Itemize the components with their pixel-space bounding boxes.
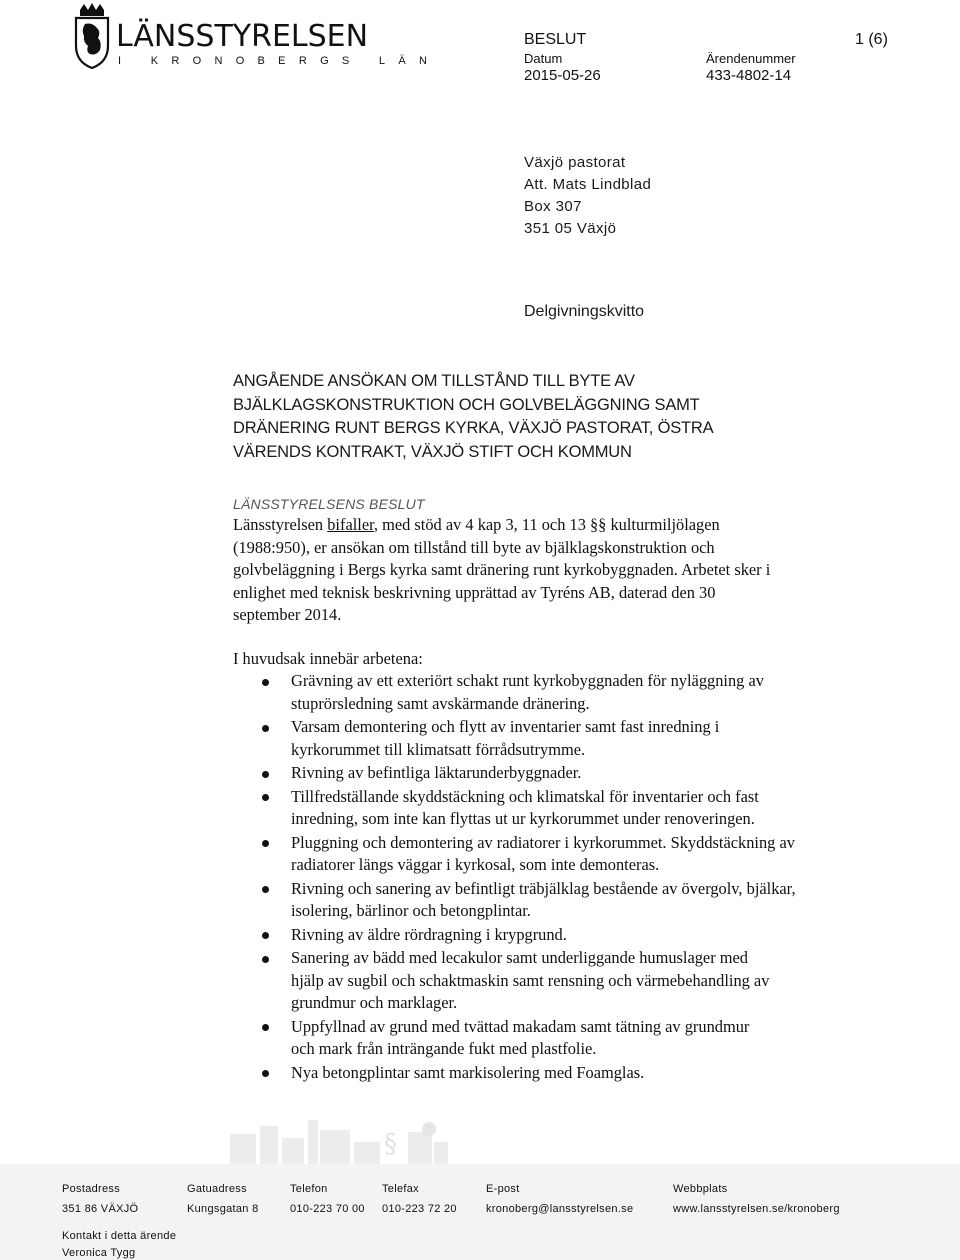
- case-number-label: Ärendenummer: [706, 51, 796, 66]
- decision-line: Länsstyrelsen bifaller, med stöd av 4 kap 3, 11 och 13 §§ kulturmiljölagen: [233, 515, 720, 534]
- list-item: [262, 1016, 882, 1061]
- bullet-icon: [262, 794, 269, 801]
- address-line: Att. Mats Lindblad: [524, 176, 652, 193]
- footer-header-street: Gatuadress: [187, 1183, 247, 1195]
- list-item: [262, 878, 882, 923]
- bullet-icon: [262, 932, 269, 939]
- recipient-address: [524, 152, 651, 240]
- decision-line: september 2014.: [233, 605, 342, 624]
- list-item-line: Varsam demontering och flytt av inventarier samt fast inredning i: [291, 717, 720, 736]
- date-value: 2015-05-26: [524, 67, 601, 84]
- approved-term: bifaller: [327, 515, 374, 534]
- footer-contact-name: Veronica Tygg: [62, 1247, 136, 1259]
- list-item-line: stuprörsledning samt avskärmande dränering.: [291, 693, 590, 713]
- footer-skyline-graphic: [230, 1112, 470, 1166]
- list-item-line: Rivning av äldre rördragning i krypgrund.: [291, 924, 567, 944]
- footer-street-address: Kungsgatan 8: [187, 1203, 259, 1215]
- address-line: Växjö pastorat: [524, 154, 626, 171]
- address-line: 351 05 Växjö: [524, 220, 617, 237]
- subject-line: DRÄNERING RUNT BERGS KYRKA, VÄXJÖ PASTORAT, ÖSTRA: [233, 419, 714, 437]
- bullet-icon: [262, 1070, 269, 1077]
- list-item-line: Tillfredställande skyddstäckning och klimatskal för inventarier och fast: [291, 786, 759, 806]
- document-type: BESLUT: [524, 31, 587, 48]
- bullet-icon: [262, 725, 269, 732]
- list-item: [262, 947, 882, 1015]
- list-item: [262, 786, 882, 831]
- address-line: Box 307: [524, 198, 582, 215]
- list-item-line: Sanering av bädd med lecakulor samt underliggande humuslager med: [291, 948, 748, 967]
- footer-email-link[interactable]: kronoberg@lansstyrelsen.se: [486, 1203, 634, 1215]
- works-intro: I huvudsak innebär arbetena:: [233, 649, 423, 668]
- list-item-line: och mark från inträngande fukt med plastfolie.: [291, 1039, 597, 1058]
- footer-header-email: E-post: [486, 1183, 520, 1195]
- list-item-line: Rivning och sanering av befintligt träbjälklag bestående av övergolv, bjälkar,: [291, 878, 796, 898]
- county-coat-of-arms-logo: [70, 2, 114, 70]
- date-label: Datum: [524, 51, 563, 66]
- list-item-line: Uppfyllnad av grund med tvättad makadam samt tätning av grundmur: [291, 1016, 750, 1036]
- footer-website-link[interactable]: www.lansstyrelsen.se/kronoberg: [673, 1203, 840, 1215]
- agency-logo-wordmark: LÄNSSTYRELSEN: [116, 19, 369, 54]
- subject-line: BJÄLKLAGSKONSTRUKTION OCH GOLVBELÄGGNING SAMT: [233, 395, 700, 414]
- subject-line: ANGÅENDE ANSÖKAN OM TILLSTÅND TILL BYTE AV: [233, 372, 635, 390]
- document-subject: [233, 370, 833, 464]
- list-item-line: Rivning av befintliga läktarunderbyggnader.: [291, 763, 582, 782]
- decision-line: enlighet med teknisk beskrivning upprättad av Tyréns AB, daterad den 30: [233, 582, 716, 602]
- footer-phone: 010-223 70 00: [290, 1203, 365, 1215]
- list-item: [262, 762, 882, 785]
- footer-header-phone: Telefon: [290, 1183, 328, 1195]
- list-item-line: radiatorer längs väggar i kyrkosal, som inte demonteras.: [291, 855, 660, 874]
- footer-header-website: Webbplats: [673, 1183, 728, 1195]
- bullet-icon: [262, 1024, 269, 1031]
- footer-header-postal: Postadress: [62, 1183, 121, 1195]
- decision-heading: LÄNSSTYRELSENS BESLUT: [233, 496, 425, 512]
- list-item-line: kyrkorummet till klimatsatt förrådsutrymme.: [291, 739, 586, 759]
- list-item-line: isolering, bärlinor och betongplintar.: [291, 901, 531, 920]
- agency-logo-county: I KRONOBERGS LÄN: [118, 55, 441, 67]
- list-item-line: Nya betongplintar samt markisolering med Foamglas.: [291, 1062, 645, 1082]
- list-item: [262, 1062, 882, 1085]
- receipt-title: Delgivningskvitto: [524, 303, 645, 320]
- list-item: [262, 670, 882, 715]
- svg-text:§: §: [384, 1129, 397, 1159]
- decision-paragraph: [233, 514, 843, 627]
- list-item-line: hjälp av sugbil och schaktmaskin samt rensning och värmebehandling av: [291, 970, 770, 990]
- bullet-icon: [262, 771, 269, 778]
- footer-header-fax: Telefax: [382, 1183, 419, 1195]
- footer-contact-label: Kontakt i detta ärende: [62, 1230, 177, 1242]
- list-item-line: Grävning av ett exteriört schakt runt kyrkobyggnaden för nyläggning av: [291, 671, 764, 690]
- decision-line: (1988:950), er ansökan om tillstånd till byte av bjälklagskonstruktion och: [233, 537, 715, 557]
- footer-fax: 010-223 72 20: [382, 1203, 457, 1215]
- list-item-line: Pluggning och demontering av radiatorer i kyrkorummet. Skyddstäckning av: [291, 832, 795, 852]
- subject-line: VÄRENDS KONTRAKT, VÄXJÖ STIFT OCH KOMMUN: [233, 442, 632, 461]
- bullet-icon: [262, 679, 269, 686]
- works-list: [262, 670, 882, 1085]
- list-item-line: inredning, som inte kan flyttas ut ur kyrkorummet under renoveringen.: [291, 809, 755, 828]
- footer-postal-address: 351 86 VÄXJÖ: [62, 1203, 139, 1215]
- bullet-icon: [262, 956, 269, 963]
- bullet-icon: [262, 840, 269, 847]
- list-item: [262, 832, 882, 877]
- case-number-value: 433-4802-14: [706, 67, 792, 84]
- list-item-line: grundmur och marklager.: [291, 993, 458, 1012]
- page-number: 1 (6): [855, 31, 888, 48]
- decision-line: golvbeläggning i Bergs kyrka samt dränering runt kyrkobyggnaden. Arbetet sker i: [233, 560, 771, 579]
- bullet-icon: [262, 886, 269, 893]
- list-item: [262, 716, 882, 761]
- list-item: [262, 924, 882, 947]
